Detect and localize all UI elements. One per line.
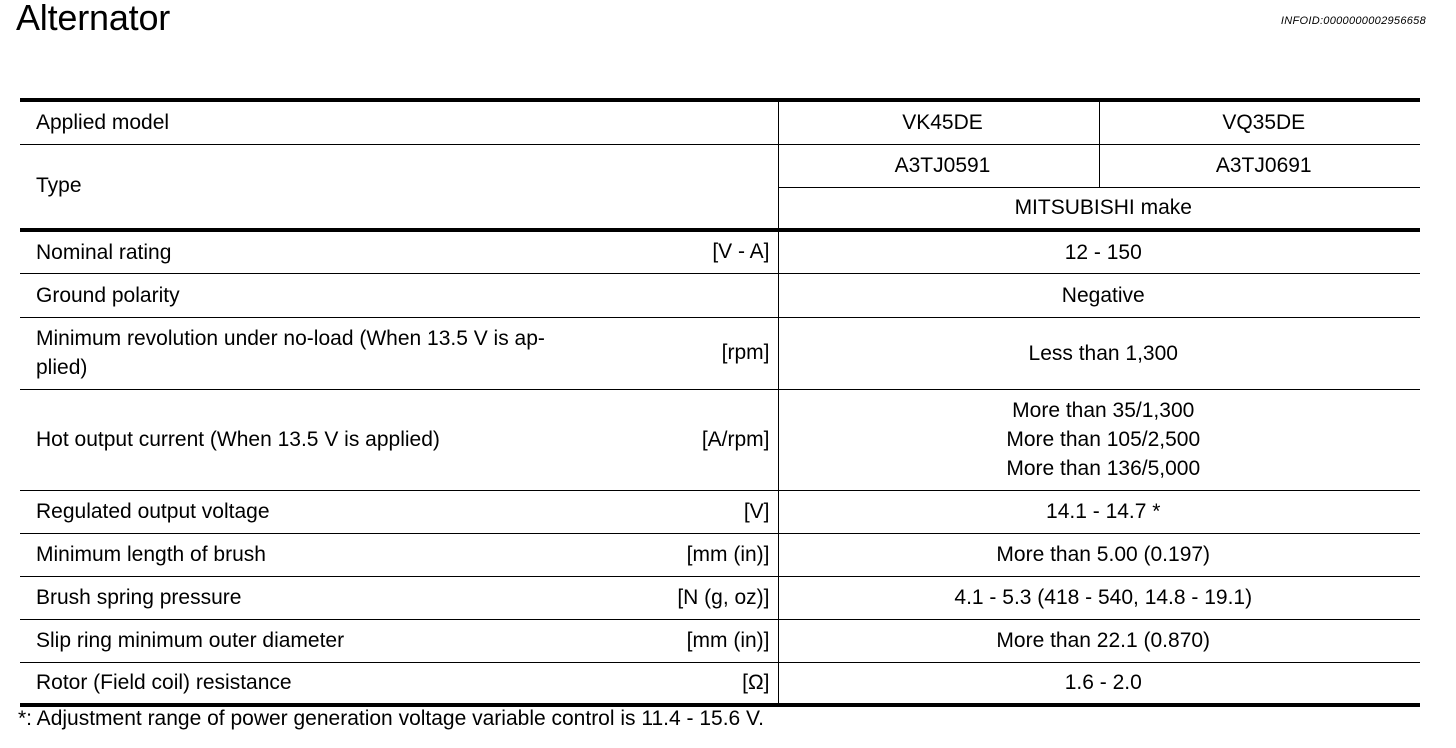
row-value-cell (778, 389, 1420, 490)
row-label: Rotor (Field coil) resistance (36, 671, 292, 695)
row-unit: [V - A] (712, 240, 770, 264)
row-value: 1.6 - 2.0 (1064, 671, 1142, 695)
row-value: Less than 1,300 (1028, 341, 1178, 365)
row-label: Ground polarity (36, 283, 180, 307)
spec-table (20, 98, 1420, 707)
table-row (20, 317, 1420, 389)
info-id: INFOID:0000000002956658 (1280, 15, 1426, 27)
row-value: More than 105/2,500 (1006, 428, 1201, 451)
row-value: More than 136/5,000 (1006, 457, 1201, 480)
model-cell: VQ35DE (1099, 100, 1420, 144)
row-label: Slip ring minimum outer diameter (36, 629, 345, 652)
row-value: More than 5.00 (0.197) (996, 543, 1211, 566)
table-row (20, 619, 1420, 662)
row-value-cell (778, 576, 1420, 619)
table-row (20, 533, 1420, 576)
row-label: Applied model (20, 100, 778, 144)
table-row (20, 576, 1420, 619)
row-value-cell (778, 317, 1420, 389)
row-label-cell (20, 619, 778, 662)
type-number-cell: A3TJ0691 (1099, 144, 1420, 187)
row-value-cell (778, 533, 1420, 576)
row-label: Minimum length of brush (36, 543, 266, 566)
row-label-cell (20, 662, 778, 705)
row-label-cell (20, 230, 778, 273)
row-label: Type (20, 144, 778, 230)
row-value: 14.1 - 14.7 * (1046, 500, 1161, 523)
row-value: More than 22.1 (0.870) (996, 629, 1211, 652)
row-unit: [rpm] (721, 341, 770, 364)
table-row-applied-model (20, 100, 1420, 144)
table-row (20, 389, 1420, 490)
row-value: 12 - 150 (1064, 240, 1142, 264)
page-title: Alternator (16, 0, 171, 38)
row-unit: [A/rpm] (701, 427, 770, 451)
row-value-cell (778, 490, 1420, 533)
table-row (20, 662, 1420, 705)
row-value: 4.1 - 5.3 (418 - 540, 14.8 - 19.1) (954, 586, 1253, 609)
row-label: Brush spring pressure (36, 586, 242, 609)
row-label-cell (20, 533, 778, 576)
row-unit: [mm (in)] (686, 542, 770, 566)
type-number-cell: A3TJ0591 (778, 144, 1099, 187)
row-label-cell (20, 490, 778, 533)
row-label: Nominal rating (36, 240, 172, 264)
row-unit: [mm (in)] (686, 628, 770, 652)
row-value-cell (778, 230, 1420, 273)
row-label-cell (20, 317, 778, 389)
row-label: Hot output current (When 13.5 V is applied) (36, 428, 440, 451)
row-label: Minimum revolution under no-load (When 13.5 V is ap- plied) (36, 327, 545, 379)
table-row (20, 273, 1420, 317)
table-row (20, 490, 1420, 533)
row-label-cell (20, 576, 778, 619)
row-unit: [N (g, oz)] (677, 585, 770, 609)
row-value-cell (778, 662, 1420, 705)
row-value-cell (778, 619, 1420, 662)
table-row-type (20, 144, 1420, 187)
footnote: *: Adjustment range of power generation voltage variable control is 11.4 - 15.6 V. (18, 707, 764, 730)
row-value-cell (778, 273, 1420, 317)
row-label-cell (20, 389, 778, 490)
row-unit: [V] (743, 499, 770, 523)
row-label: Regulated output voltage (36, 500, 270, 523)
row-value: Negative (1061, 283, 1145, 307)
row-value: More than 35/1,300 (1012, 399, 1195, 422)
model-cell: VK45DE (778, 100, 1099, 144)
make-cell: MITSUBISHI make (778, 187, 1420, 230)
row-unit: [Ω] (742, 670, 770, 694)
table-row (20, 230, 1420, 273)
row-label-cell (20, 273, 778, 317)
